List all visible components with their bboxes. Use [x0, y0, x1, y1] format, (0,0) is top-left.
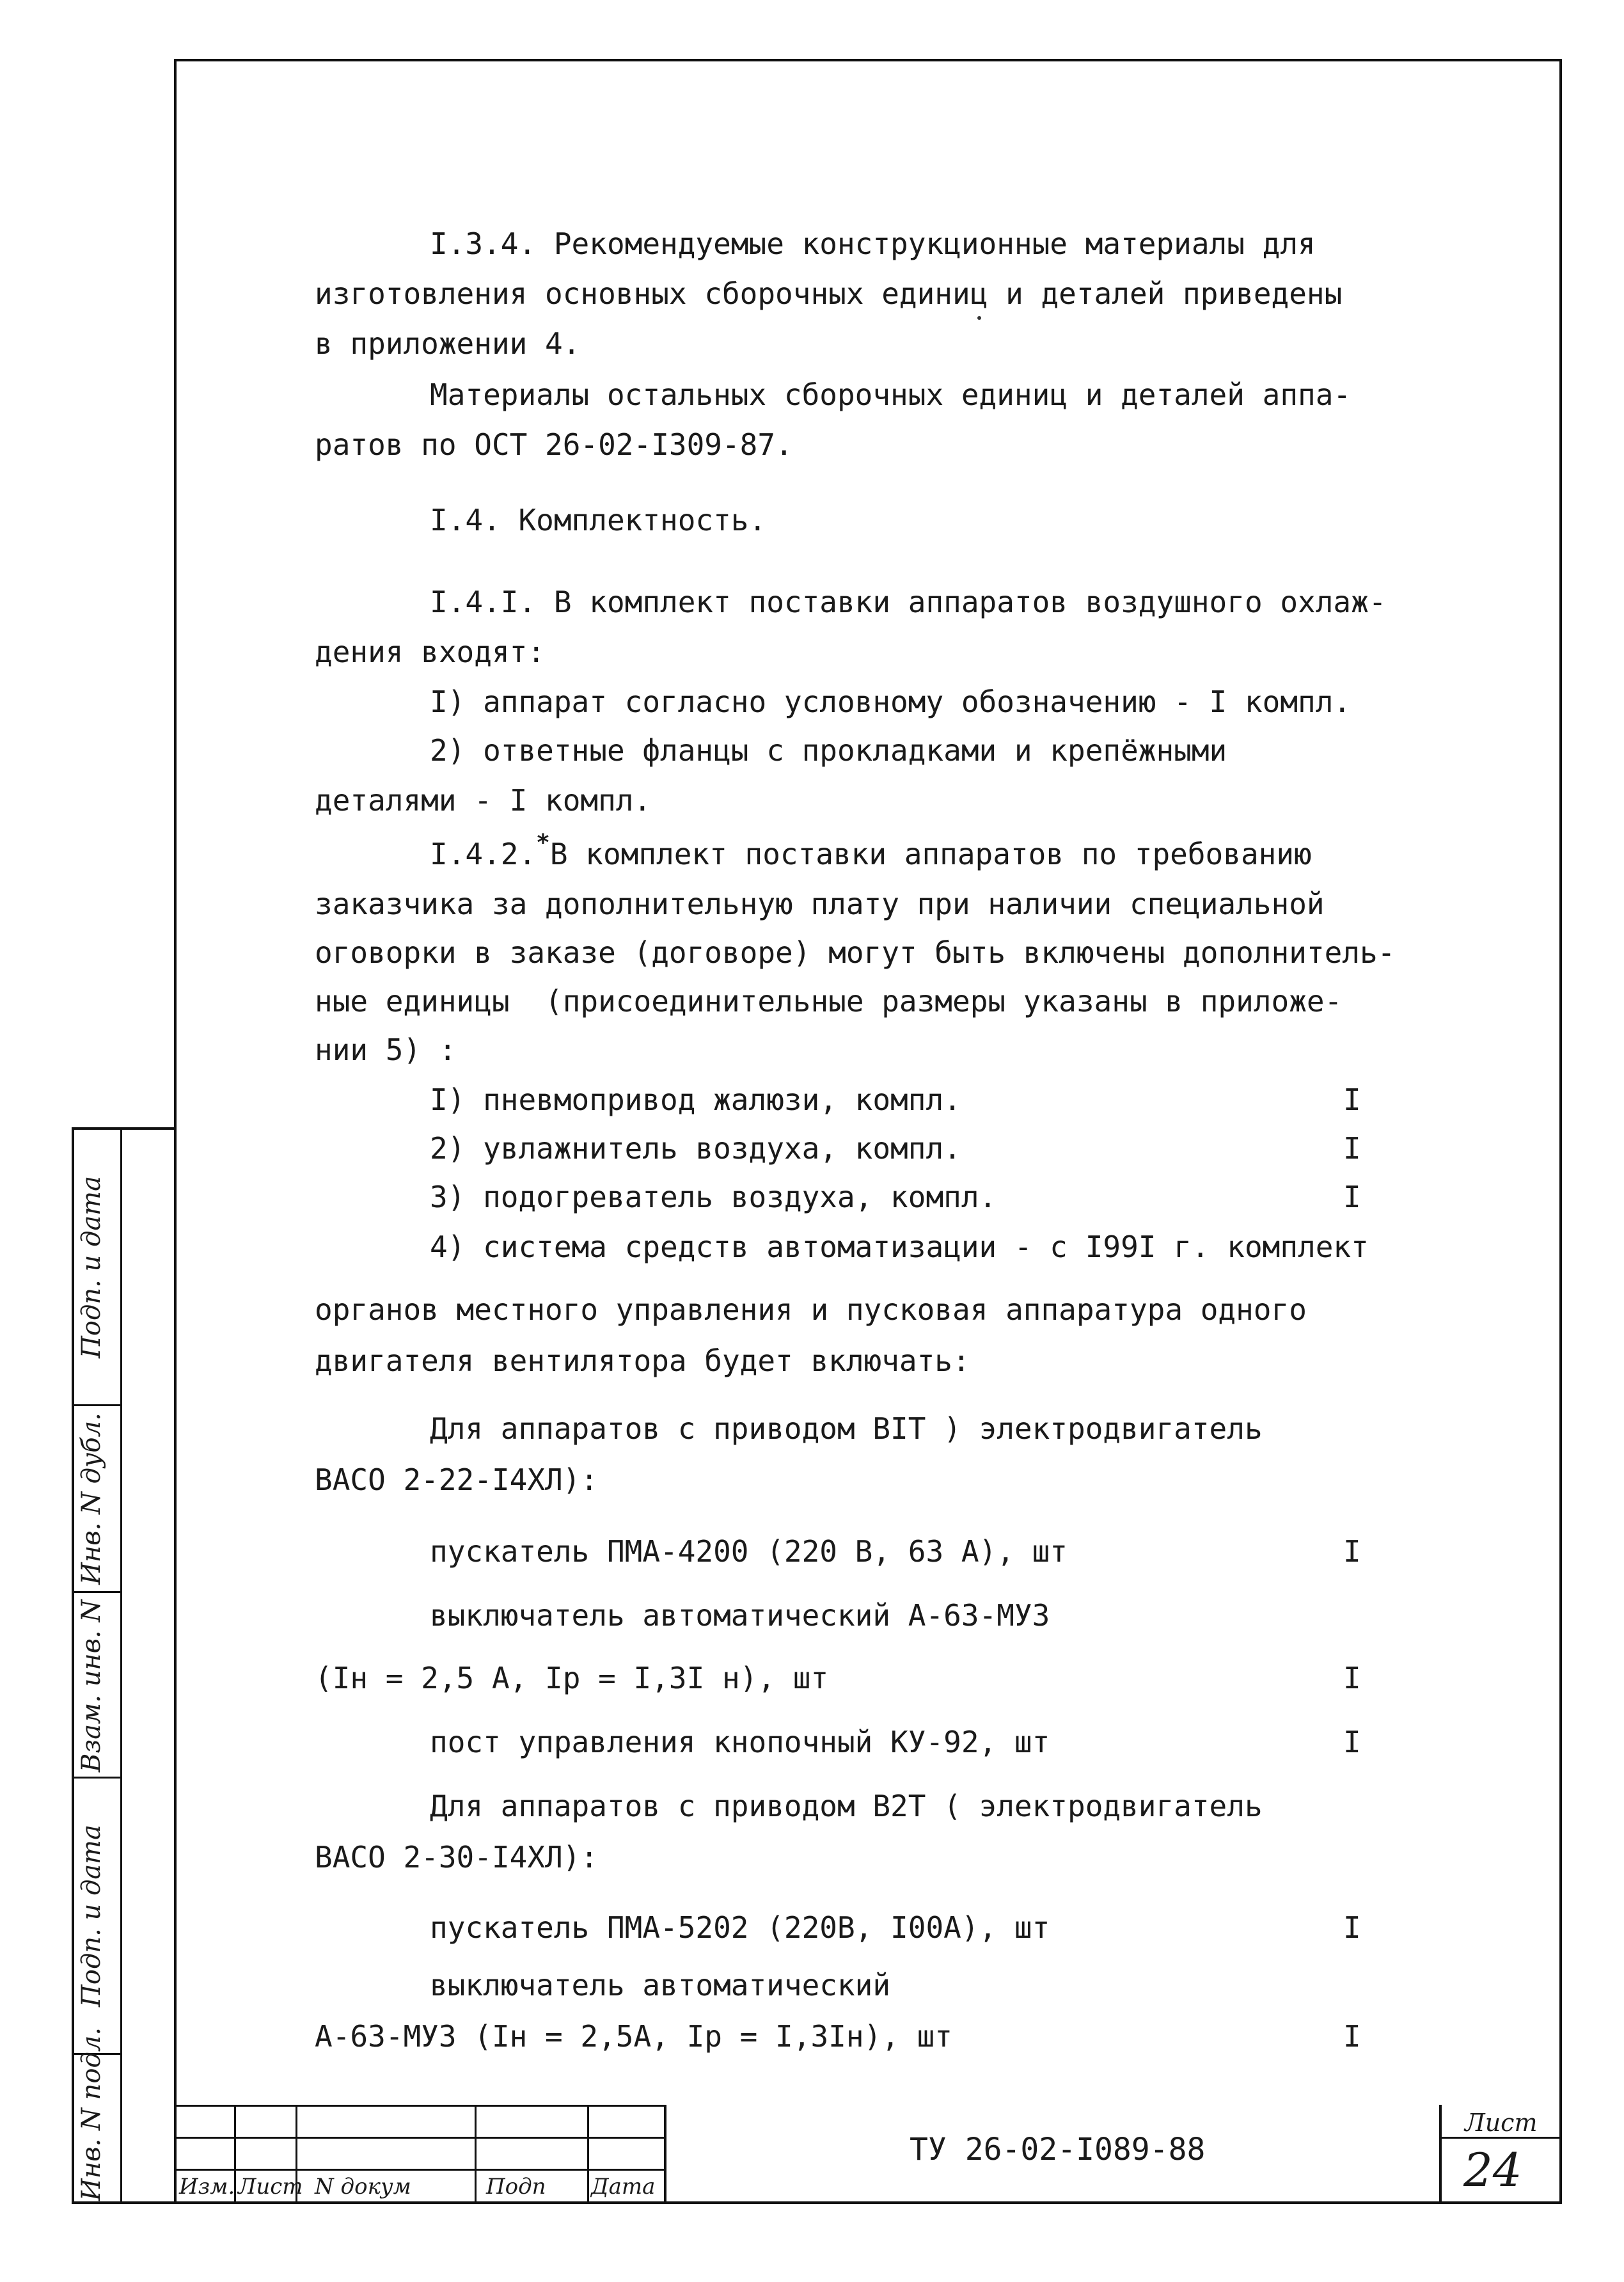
drive-b1t-line-2: BACO 2-22-I4ХЛ): — [315, 1462, 599, 1497]
optional-item-2: 2) увлажнитель воздуха, компл. — [430, 1131, 961, 1166]
para-1-3-4-line-3: в приложении 4. — [315, 326, 581, 361]
margin-label-sign-date-1: Подп. и дата — [77, 1176, 106, 1359]
tb-label-ndokum: N докум — [315, 2174, 411, 2199]
optional-item-2-qty: I — [1343, 1131, 1361, 1166]
optional-item-1-qty: I — [1343, 1082, 1361, 1117]
para-materials-line-2: ратов по ОСТ 26-02-I309-87. — [315, 427, 793, 462]
speck — [977, 316, 981, 320]
optional-item-1: I) пневмопривод жалюзи, компл. — [430, 1082, 961, 1117]
automation-line-2: двигателя вентилятора будет включать: — [315, 1343, 970, 1378]
margin-cell-replace-inv — [74, 1593, 120, 1779]
para-1-4-2-line-5: нии 5) : — [315, 1033, 457, 1067]
optional-item-3: 3) подогреватель воздуха, компл. — [430, 1180, 997, 1214]
para-1-3-4-line-1: I.3.4. Рекомендуемые конструкционные материалы для — [430, 226, 1316, 261]
delivery-item-2-line-2: деталями - I компл. — [315, 783, 652, 818]
tb-row-line-2 — [174, 2137, 665, 2139]
document-code: ТУ 26-02-I089-88 — [910, 2132, 1206, 2167]
tb-label-podp: Подп — [486, 2174, 546, 2199]
tb-sheet-divider — [1439, 2105, 1442, 2204]
equipment-control-post: пост управления кнопочный КУ-92, шт — [430, 1725, 1050, 1759]
equipment-control-post-qty: I — [1343, 1725, 1361, 1759]
margin-label-dup-inv: Инв. N дубл. — [77, 1413, 106, 1585]
margin-cell-sign-date-2 — [74, 1779, 120, 2055]
tb-col-line-4 — [587, 2105, 589, 2204]
tb-label-list: Лист — [238, 2174, 303, 2199]
equipment-breaker2-line-2: А-63-МУЗ (Iн = 2,5А, Iр = I,3Iн), шт — [315, 2019, 952, 2054]
equipment-starter-pma4200-qty: I — [1343, 1534, 1361, 1569]
optional-item-4: 4) система средств автоматизации - с I99I г. комплект — [430, 1230, 1369, 1264]
section-1-4-heading: I.4. Комплектность. — [430, 503, 767, 537]
para-materials-line-1: Материалы остальных сборочных единиц и деталей аппа- — [430, 377, 1352, 412]
margin-cell-sign-date-1 — [74, 1130, 120, 1406]
margin-label-sign-date-2: Подп. и дата — [77, 1825, 106, 2008]
margin-strip — [72, 1127, 174, 2204]
tb-col-line-5 — [664, 2105, 666, 2204]
para-1-4-2-line-3: оговорки в заказе (договоре) могут быть включены дополнитель- — [315, 935, 1396, 970]
para-1-4-2-line-1 — [430, 830, 1312, 871]
optional-item-3-qty: I — [1343, 1180, 1361, 1214]
drive-b2t-line-2: BACO 2-30-I4ХЛ): — [315, 1840, 599, 1874]
para-1-4-1-line-2: дения входят: — [315, 635, 546, 669]
margin-divider — [120, 1130, 122, 2204]
margin-cell-dup-inv — [74, 1406, 120, 1593]
drive-b1t-line-1: Для аппаратов с приводом BIT ) электродвигатель — [430, 1411, 1263, 1446]
tb-col-line-3 — [475, 2105, 477, 2204]
margin-cell-orig-inv — [74, 2027, 120, 2204]
sheet-number: 24 — [1463, 2143, 1522, 2197]
tb-label-izm: Изм. — [179, 2174, 235, 2199]
margin-label-orig-inv: Инв. N подл. — [77, 2027, 106, 2201]
equipment-breaker2-line-1: выключатель автоматический — [430, 1968, 891, 2002]
para-1-4-2-line-4: ные единицы (присоединительные размеры указаны в приложе- — [315, 984, 1343, 1018]
equipment-breaker2-qty: I — [1343, 2019, 1361, 2054]
equipment-starter-pma5202-qty: I — [1343, 1910, 1361, 1945]
para-number: I.4.2. — [430, 837, 537, 871]
para-1-4-2-line-2: заказчика за дополнительную плату при наличии специальной — [315, 887, 1325, 921]
equipment-breaker-qty: I — [1343, 1661, 1361, 1695]
automation-line-1: органов местного управления и пусковая аппаратура одного — [315, 1292, 1307, 1327]
delivery-item-2-line-1: 2) ответные фланцы с прокладками и крепёжными — [430, 733, 1227, 768]
equipment-breaker-line-2: (Iн = 2,5 А, Iр = I,3I н), шт — [315, 1661, 829, 1695]
equipment-starter-pma5202: пускатель ПМА-5202 (220В, I00А), шт — [430, 1910, 1050, 1945]
delivery-item-1: I) аппарат согласно условному обозначению - I компл. — [430, 685, 1352, 719]
equipment-starter-pma4200: пускатель ПМА-4200 (220 В, 63 А), шт — [430, 1534, 1068, 1569]
equipment-breaker-line-1: выключатель автоматический А-63-МУЗ — [430, 1598, 1050, 1633]
tb-label-data: Дата — [591, 2174, 656, 2199]
para-1-3-4-line-2: изготовления основных сборочных единиц и деталей приведены — [315, 276, 1343, 311]
para-1-4-1-line-1: I.4.I. В комплект поставки аппаратов воздушного охлаж- — [430, 585, 1387, 619]
para-text: В комплект поставки аппаратов по требованию — [549, 837, 1312, 871]
drive-b2t-line-1: Для аппаратов с приводом B2T ( электродвигатель — [430, 1789, 1263, 1823]
tb-sheet-label: Лист — [1465, 2109, 1538, 2137]
footnote-star: * — [536, 830, 550, 856]
tb-sheet-row-line — [1439, 2137, 1562, 2139]
tb-row-line-3 — [174, 2169, 665, 2171]
tb-row-line-1 — [174, 2105, 665, 2107]
margin-label-replace-inv: Взам. инв. N — [77, 1599, 106, 1772]
